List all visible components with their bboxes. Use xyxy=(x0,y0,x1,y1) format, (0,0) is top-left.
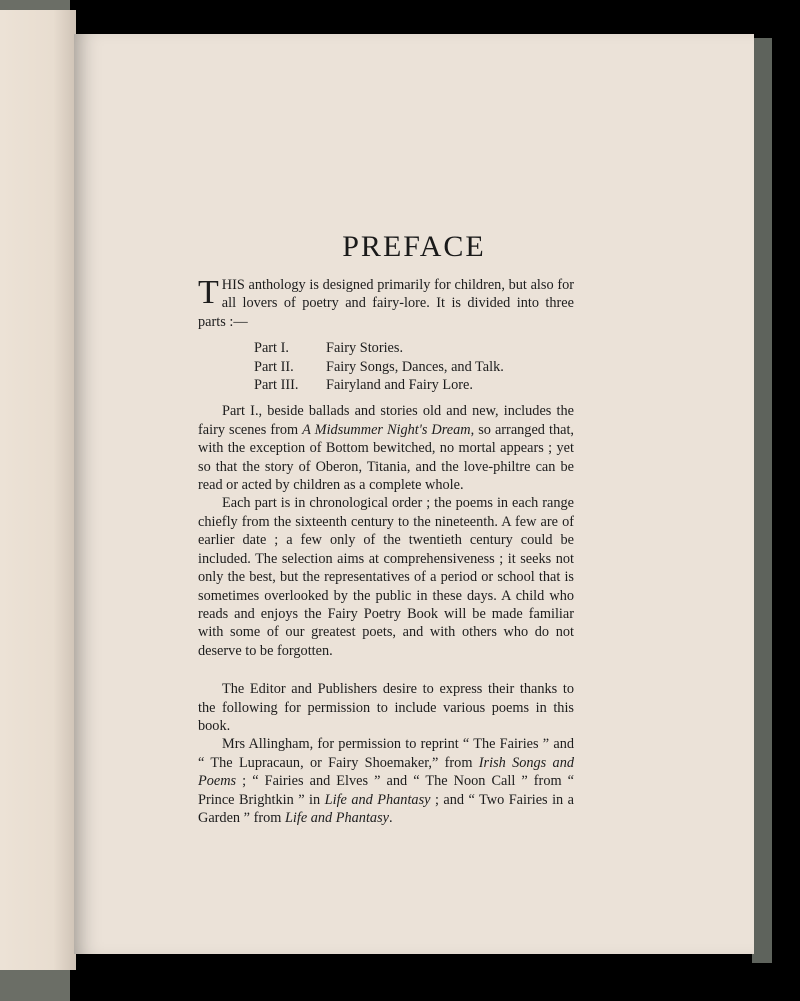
text-span: ; and “ Two Fairies in a Garden ” from xyxy=(198,791,575,826)
parts-list xyxy=(254,339,574,394)
part-row xyxy=(254,358,574,376)
left-page-edge xyxy=(0,10,76,970)
part-number: Part I. xyxy=(254,340,289,357)
drop-cap: T xyxy=(198,274,219,311)
text-span: ; “ Fairies and Elves ” and “ The Noon Call ” from “ Prince Brightkin ” in xyxy=(198,773,574,808)
book-cover-right xyxy=(752,38,772,963)
part-label: Fairyland and Fairy Lore. xyxy=(326,377,473,394)
book-page xyxy=(74,34,754,954)
italic-title: Irish Songs and Poems xyxy=(198,754,575,790)
part-label: Fairy Stories. xyxy=(326,340,404,357)
text-span: Mrs Allingham, for permission to reprint “ The Fairies ” and “ The Lupracaun, or Fairy Shoemaker,” from xyxy=(198,736,574,771)
text-span: Part I., beside ballads and stories old and new, includes the fairy scenes from xyxy=(198,403,574,438)
part-row xyxy=(254,339,574,357)
intro-paragraph xyxy=(198,276,574,331)
part-label: Fairy Songs, Dances, and Talk. xyxy=(326,358,504,375)
part-number: Part II. xyxy=(254,358,294,375)
italic-title: A Midsummer Night's Dream xyxy=(302,421,471,438)
intro-text: HIS anthology is designed primarily for children, but also for all lovers of poetry and fairy-lore. It is divided into three parts :— xyxy=(198,277,574,330)
italic-title: Life and Phantasy xyxy=(284,809,389,826)
paragraph-part-one xyxy=(198,402,574,494)
text-span: , so arranged that, with the exception of Bottom bewitched, no mortal appears ; yet so that the story of Oberon, Titania, and the love-philtre can be read or acted by children as a complete whole. xyxy=(198,421,574,494)
preface-body xyxy=(198,276,574,827)
part-number: Part III. xyxy=(254,377,299,394)
text-span: . xyxy=(388,809,393,826)
paragraph-gap xyxy=(198,660,574,680)
italic-title: Life and Phantasy xyxy=(324,791,431,808)
page-title: PREFACE xyxy=(342,230,486,263)
paragraph-thanks: The Editor and Publishers desire to express their thanks to the following for permission to include various poems in this book. xyxy=(198,681,574,734)
part-row xyxy=(254,376,574,394)
paragraph-allingham xyxy=(198,735,574,827)
paragraph-chronology: Each part is in chronological order ; the poems in each range chiefly from the sixteenth century to the nineteenth. A few are of earlier date ; a few only of the twentieth century could be included. The selection aims at comprehensiveness ; it seeks not only the best, but the representatives of a period or school that is sometimes overlooked by the public in these days. A child who reads and enjoys the Fairy Poetry Book will be made familiar with some of our greatest poets, and with others who do not deserve to be forgotten. xyxy=(198,495,574,659)
